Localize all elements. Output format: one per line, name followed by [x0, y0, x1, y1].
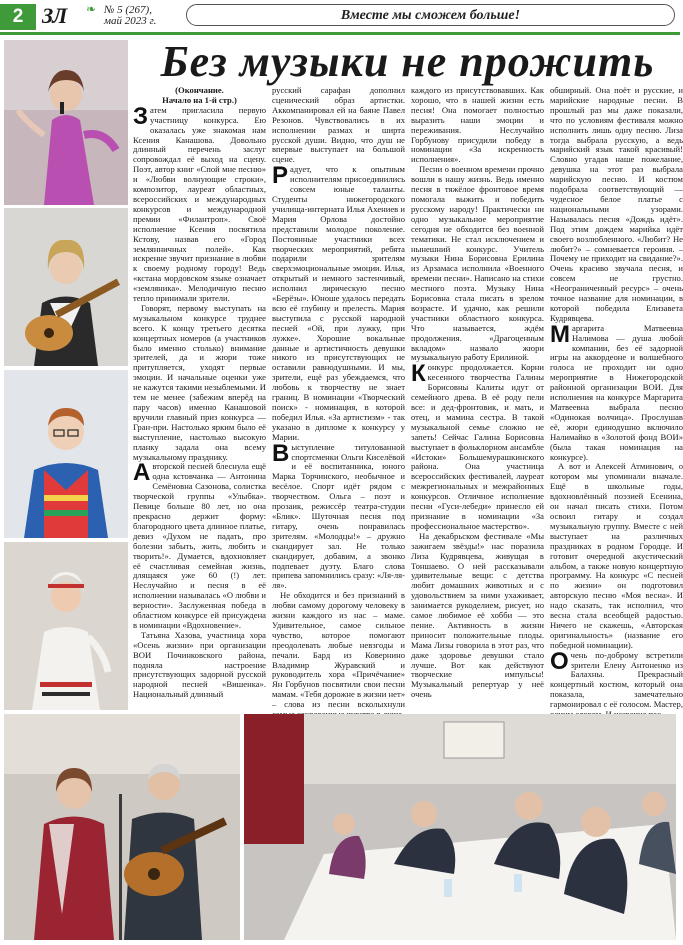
leaf-icon: ❧: [86, 2, 97, 16]
article-column-4: [550, 86, 683, 708]
issue-info: [104, 5, 156, 27]
paragraph-text: Татьяна Хазова, участница хора «Осень жизни» при организации ВОИ Починковского района, подняла настроение присутствующих задорной русской народной песней «Вишенка». Национальный длинный: [133, 629, 266, 700]
duet-with-guitar-photo: [4, 714, 240, 940]
drop-cap: О: [550, 647, 569, 675]
article-paragraph: [272, 591, 405, 720]
article-paragraph: [133, 631, 266, 700]
article-paragraph: [272, 439, 405, 592]
woman-with-guitar-photo: [4, 208, 128, 366]
drop-cap: Р: [272, 162, 289, 190]
article-column-3: [411, 86, 544, 708]
paragraph-text: русский сарафан дополнил сценический образ артистки. Аккомпанировал ей на баяне Павел Резонов. Чувствовались в их исполнении размах и ширта русской души. Видно, что душ не впервые выступает на большой сцене.: [272, 85, 405, 165]
paragraph-text: аргарита Матвеевна Налимова — душа любой компании, без её задорной игры на аккордеоне и волшебного голоса не проходит ни одно мероприятие в Нижегородской районной организации ВОИ. Для исполнения на конкурсе Маргарита Матвеевна выбрала песню «Одинокая волчица». Прослушав её, жюри единодушно включило Налимайко в «Золотой фонд ВОИ» (была такая номинация на конкурсе).: [550, 322, 683, 462]
girl-white-costume-photo: [4, 542, 128, 710]
article-paragraph: [411, 532, 544, 700]
paragraph-text: Не обходится и без признаний в любви самому дорогому человеку в жизни каждого из нас – маме. Удивительное, самое сильное чувство, которое помогают преодолевать любые невзгоды и печали. Бард из Ковернино Владимир Журавский и руководитель хора «Причёчание» Ян Горбунов посвятили свои песни мамам. «Тебя дорожне в жизни нет» – слова из песни всколыхнули: [272, 590, 405, 710]
paragraph-text: адует, что к опытным исполнителям присоединились совсем юные таланты. Студенты нижегородского училища-интерната Илья Ахениев и Мария Орлова достойно представили молодое поколение. Постоянные участники всех творческих мероприятий, ребята подарили зрителям сверхэмоциональные эмоции. Илья, открытый и немного застенчивый, исполнил лирическую песню «Берёзы». Юноше удалось передать всю её глубину и прелесть. Мария выступила с русской народной песней «Ой, при лужку, при лужке». Хорошие вокальные данные и артистичность девушки никого из присутствующих не оставили равнодушными. И мы, зрители, ещё раз убеждаемся, что любовь к творчеству не знает границ. В номинации «Творческий поиск» - номинация, в которой победил Илья. «За артистизм» - так указано в дипломе к конкурсу у Марии.: [272, 164, 405, 442]
newspaper-logo: ЗЛ: [42, 3, 67, 28]
article-paragraph: [272, 162, 405, 442]
paragraph-text: Песни о военном времени прочно вошли в нашу жизнь. Ведь именно песня в тяжёлое фронтовое время помогала выжить и победить русскому народу! Практически ни одно музыкальное мероприятие сегодня не обходится без военной тематики. Не стал исключением и нынешний конкурс. Учитель музыки Нина Борисовна Ерилина из Арзамаса исполнила «Военного времени песни». Написано на стихи местного поэта. Музыку Нина Борисовна стала писать в зрелом возрасте. И удачно, как решили участники областного конкурса. Что называется, ждём продолжения. «Драгоценным вкладом» назвало жюри музыкальную работу Ерилиной.: [411, 164, 544, 363]
paragraph-text: атем пригласила первую участницу конкурса. Ею оказалась уже знакомая нам Ксения Канашова. Довольно длинный перечень заслуг сопровождал её выход на сцену. Поэт, автор книг «Спой мне песню» и «Любви волнующие строки», композитор, лауреат областных, всероссийских и международных конкурсов и международной премии «Филантроп». Своё исполнение Ксения посвятила Кстову, назвав его «Город землянничных полей». Как искренне звучит признание в любви к своему родному городу! Ведь «кстана мордовском языке означает «земляника». Мелодичную песню тепло принимали зрители.: [133, 104, 266, 304]
paragraph-text: чень по-доброму встретили зрители Елену Антоненко из Балахны. Прекрасный концертный костюм, который она показала, замечательно гармонировал с её голосом. Мастер,: [550, 649, 683, 710]
jury-table-photo: [244, 714, 676, 940]
young-man-folk-costume-photo: [4, 370, 128, 538]
page-number: 2: [0, 4, 36, 30]
article-paragraph: [133, 459, 266, 630]
paragraph-text: обширный. Она поёт и русские, и марийские народные песни. В прошлый раз мы даже показали, что по условиям фестиваля можно исполнить лишь одну песню. Лиза тогда выбрала русскую, а ведь марийский язык такой красивый! Словно угадав наше пожелание, девушка на этот раз выбрала марийскую песню. И костюм подобрала соответствующий — чудесное белое платье с национальными узорами. Называлась песня «Дождь идёт». Под этим дождем марийка идёт своего возлюбленного. «Любит? Не любит?» – сомневается героиня. – Почему не приходит на свидание?». Очень красиво звучала песня, и совсем не грустно. «Неограниченный ресурс» – очень точное название для номинации, в которой победила Елизавета Кудрявцева.: [550, 85, 683, 323]
paragraph-text: На декабрьском фестивале «Мы зажигаем звёзды!» нас поразила Лиза Кудрявцева, живущая в Тоншаево. О ней рассказывали удивительные вещи: с детства любит домашних животных и с удовольствием за ними ухаживает, занимается рукоделием, рисует, но самое любимое её хобби — это пение. Активность в жизни приносит положительные плоды. Мама Лизы говорила в этот раз, что даже здоровье девушки стало лучше. Вот как действуют творческие импульсы! Музыкальный репертуар у неё очень: [411, 530, 544, 700]
drop-cap: К: [411, 360, 426, 388]
drop-cap: В: [272, 439, 290, 467]
article-paragraph: [411, 165, 544, 363]
paragraph-text: онкурс продолжается. Корни кесенного творчества Галины Борисовны Калиты идут от семейного древа. В её роду пели все: и дед-фронтовик, и мать, и отец, и мамина сестра. В такой музыкальной семье сложно не запеть! Сейчас Галина Борисовна выступает в фольклорном ансамбле «Истоки» Большемурашкинского района. Она участница всероссийских фестивалей, лауреат межрегиональных и межрайонных конкурсов. Отличное исполнение песни «Гуси-лебеди» принесло ей признание в номинации «За профессиональное мастерство».: [411, 362, 544, 531]
article-paragraph: [133, 304, 266, 463]
paragraph-text: каждого из присутствовавших. Как хорошо, что в нашей жизни есть песня! Она помогает полностью выразить наши эмоции и переживания. Неслучайно Горбунову присудили победу в номинации «За искренность исполнения».: [411, 85, 544, 165]
drop-cap: А: [133, 459, 151, 487]
article-paragraph: [411, 360, 544, 531]
article-paragraph: [272, 86, 405, 165]
article-title: Без музыки не прожить: [160, 37, 655, 86]
article-paragraph: [550, 462, 683, 650]
paragraph-text: Говорят, первому выступать на музыкальном конкурсе труднее всего. К концу третьего десятка концертных номеров (а участников было именно столько) внимание зрителей, да и жюри тоже притупляется, уходят первые эмоции. И начальные оценки уже не кажутся такими незыблемыми. И тем не менее (забежим вперёд на пару часов) именно Канашовой вручили главный приз конкурса — Гран-при. Настолько ярким было её выступление, настолько высокую планку задала она всему музыкальному празднику.: [133, 302, 266, 462]
article-paragraph: [411, 86, 544, 165]
continuation-note: (Окончание.: [175, 85, 224, 95]
paragraph-text: ыступление титулованной спортсменки Ольги Киселёвой и её воспитанника, юного Марка Торчинского, необычное и весёлое. Спорт идёт рядом с творчеством. Ольга – поэт и прозаик, режиссёр театра-студии «Блик». Шуточная песня под гитару, очень понравилась зрителям. «Молодцы!» – дружно скандирует зал. Не только скандирует, добавим, а звонко подпевает дуэту. Благо слова припева запомнились сразу: «Ля-ля-ля».: [272, 441, 405, 591]
singer-pink-dress-photo: [4, 40, 128, 205]
header-rule: [0, 32, 680, 35]
drop-cap: М: [550, 320, 570, 348]
issue-number: № 5 (267),: [104, 4, 152, 16]
continuation-note-page: Начало на 1-й стр.): [162, 94, 237, 105]
article-paragraph: [550, 86, 683, 324]
article-column-1: [133, 86, 266, 708]
paragraph-text: А вот и Алексей Атминович, о котором мы упоминали вначале. Ещё в школьные годы, вдохновлённый поэзией Есенина, он начал писать стихи. Потом освоил гитару и создал музыкальную группу. Вместе с ней выступает на различных праздниках в родном Городце. И готовит очередной акустический альбом, а также новую концертную программу. На конкурс «С песней по жизни» он подготовил авторскую песню «Моя весна». И надо сказать, так исполнил, что весна стала всеобщей радостью. Ничего не скажешь, «Авторская оригинальность» (название его победной номинации).: [550, 461, 683, 650]
drop-cap: З: [133, 102, 149, 130]
header-slogan: Вместе мы сможем больше!: [186, 4, 675, 26]
article-paragraph: [550, 320, 683, 463]
paragraph-text: вторской песней блеснула ещё одна кстовчанка — Антонина Семёновна Сазонова, солистка творческой группы «Улыбка». Певице больше 80 лет, но она прекрасно держит форму: благородного цвета длинное платье, девиз «Духом не падать, про болезни забыть, жить, любить и творить!». Думается, вдохновляет её счастливая семейная жизнь, длящаяся уже 60 (!) лет. Неслучайно и песня в её исполнении называлась «О любви и верности». Заслуженная победа в областном конкурсе ей присуждена в номинации «Вдохновение».: [133, 461, 266, 630]
article-paragraph: [133, 102, 266, 304]
article-column-2: [272, 86, 405, 708]
article-paragraph: [550, 647, 683, 720]
issue-date: май 2023 г.: [104, 15, 157, 27]
